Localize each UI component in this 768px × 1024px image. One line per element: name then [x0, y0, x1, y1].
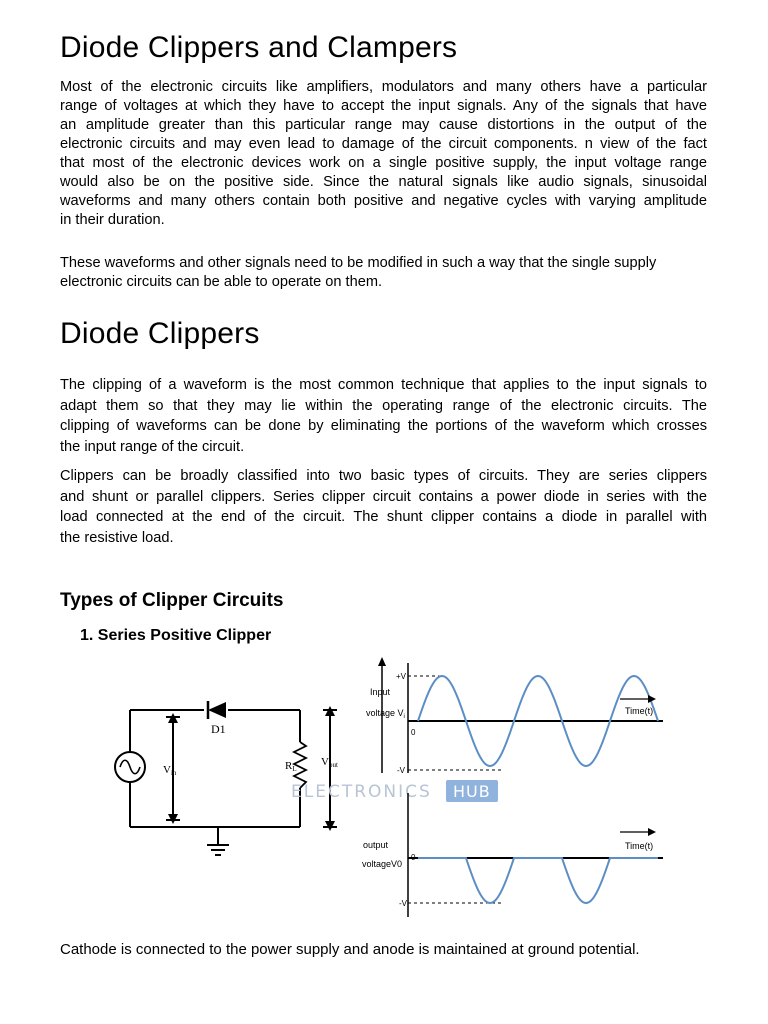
types-heading: Types of Clipper Circuits [60, 590, 284, 611]
svg-text:ELECTRONICS: ELECTRONICS [291, 782, 432, 802]
output-label-line2: voltageV0 [362, 859, 403, 869]
input-waveform-plot [378, 657, 663, 773]
input-label-line1: Input [370, 687, 391, 697]
classified-paragraph [60, 466, 707, 548]
intro-line: an amplitude greater than this particular range may cause distortions in the output of the [60, 117, 707, 133]
input-zero-label: 0 [411, 728, 416, 737]
classified-line: Clippers can be broadly classified into two basic types of circuits. They are series clippers [60, 468, 707, 484]
series-positive-clipper-figure [108, 655, 683, 920]
intro-line: that most of the electronic devices work on a single positive supply, the input voltage range [60, 155, 707, 171]
output-clipped-wave [418, 858, 658, 903]
vout-label: Vout [321, 756, 338, 769]
list-item-series-positive-clipper: 1. Series Positive Clipper [80, 627, 272, 644]
figure-caption: Cathode is connected to the power supply and anode is maintained at ground potential. [60, 941, 640, 958]
modify-paragraph [60, 254, 707, 292]
clippers-heading: Diode Clippers [60, 317, 260, 350]
diode-label: D1 [211, 722, 226, 736]
intro-line: electronic circuits and may even lead to damage of the circuit components. n view of the fact [60, 136, 707, 152]
input-pos-label: +V [396, 672, 407, 681]
input-label-line2: voltage $V_i$ [366, 708, 405, 720]
clipping-paragraph [60, 375, 707, 457]
ac-source-symbol [115, 752, 145, 782]
main-heading: Diode Clippers and Clampers [60, 31, 458, 64]
modify-line: electronic circuits can be able to operate on them. [60, 274, 383, 290]
output-time-label: Time(t) [625, 841, 654, 851]
clipping-line: adapt them so that they may lie within the operating range of the electronic circuits. The [60, 397, 707, 414]
svg-text:HUB: HUB [453, 782, 491, 801]
classified-line: and shunt or parallel clippers. Series clipper circuit contains a power diode in series with the [60, 488, 707, 505]
vin-label: Vin [163, 764, 177, 777]
intro-line: would also be on the positive side. Since the natural signals like audio signals, sinusoidal [60, 174, 707, 190]
output-waveform-plot [408, 793, 663, 917]
intro-line: waveforms and many others contain both positive and negative cycles with varying amplitude [60, 193, 707, 209]
input-time-label: Time(t) [625, 706, 654, 716]
clipping-line: the input range of the circuit. [60, 438, 245, 455]
clipping-line: clipping of waveforms can be done by eliminating the portions of the waveform which crosses [60, 418, 707, 434]
intro-line: Most of the electronic circuits like amplifiers, modulators and many others have a particular [60, 79, 707, 95]
modify-line: These waveforms and other signals need to be modified in such a way that the single supply [60, 255, 657, 271]
output-neg-label: -V [399, 899, 407, 908]
electronics-hub-watermark [291, 780, 498, 802]
intro-paragraph [60, 78, 707, 230]
intro-line: in their duration. [60, 212, 165, 228]
clipping-line: The clipping of a waveform is the most common technique that applies to the input signals to [60, 377, 707, 393]
input-neg-label: -V [397, 766, 405, 775]
output-zero-label: 0 [411, 853, 416, 862]
classified-line: load connected at the end of the circuit. The shunt clipper contains a diode in parallel with [60, 509, 707, 525]
diode-symbol [204, 701, 226, 719]
classified-line: the resistive load. [60, 529, 174, 546]
intro-line: range of voltages at which they have to accept the input signals. Any of the signals that have [60, 98, 707, 114]
rl-label: RL [285, 760, 297, 773]
output-label-line1: output [363, 840, 389, 850]
